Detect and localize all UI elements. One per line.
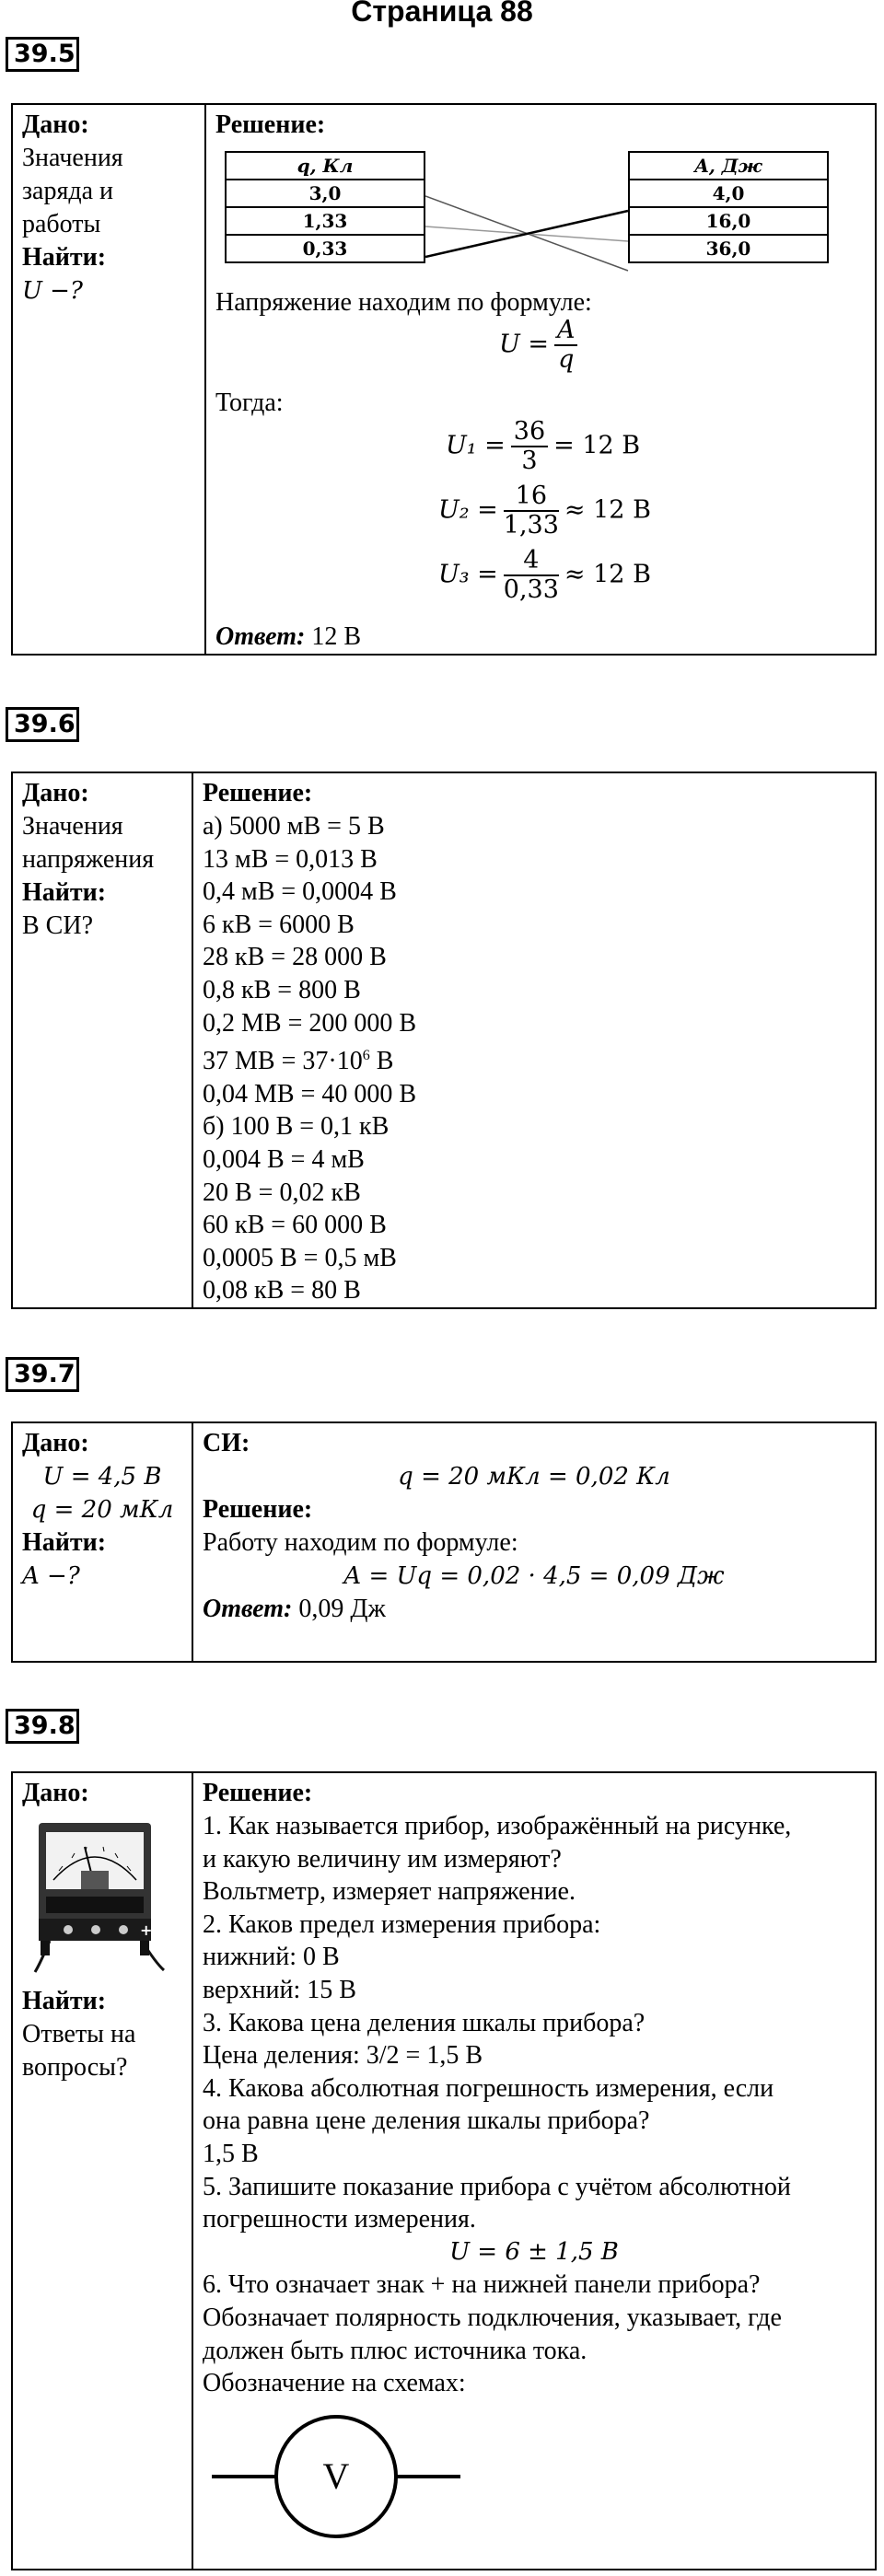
task-number-39-8: 39.8 (6, 1709, 79, 1744)
given-label: Дано: (22, 110, 89, 139)
solution-column (193, 773, 875, 1307)
equation-u3 (438, 547, 651, 604)
task-number-39-5: 39.5 (6, 37, 79, 72)
question-1-cont: и какую величину им измеряют? (203, 1844, 562, 1874)
conversion-line: 0,08 кВ = 80 В (203, 1276, 361, 1305)
find-label: Найти: (22, 878, 107, 907)
conversion-line: 0,04 МВ = 40 000 В (203, 1079, 417, 1108)
find-label: Найти: (22, 1528, 107, 1557)
matching-lines (425, 151, 630, 280)
conversion-line: 28 кВ = 28 000 В (203, 943, 387, 972)
question-6: 6. Что означает знак + на нижней панели прибора? (203, 2270, 761, 2300)
given-label: Дано: (22, 1779, 89, 1807)
task-39-8-table (11, 1771, 877, 2570)
si-label: СИ: (203, 1429, 250, 1457)
answer-4: 1,5 В (203, 2139, 259, 2168)
work-cell: 36,0 (629, 235, 828, 262)
equation-u2 (438, 482, 651, 540)
given-voltage: U = 4,5 В (42, 1463, 162, 1491)
conversion-line: 13 мВ = 0,013 В (203, 844, 378, 874)
task-39-7-table (11, 1421, 877, 1663)
question-5-cont: погрешности измерения. (203, 2205, 476, 2234)
u1-denominator: 3 (521, 447, 538, 475)
find-value: A −? (22, 1562, 80, 1590)
question-5: 5. Запишите показание прибора с учётом абсолютной (203, 2172, 791, 2201)
given-line: напряжения (22, 845, 155, 874)
task-number-39-7: 39.7 (6, 1357, 79, 1392)
u3-rhs: ≈ 12 В (564, 560, 651, 589)
formula-voltage (499, 317, 583, 374)
given-column (13, 1773, 193, 2569)
exponent: 6 (362, 1048, 370, 1064)
given-line: Значения (22, 144, 123, 172)
u2-denominator: 1,33 (503, 511, 559, 540)
conversion-line: 20 В = 0,02 кВ (203, 1178, 361, 1207)
formula-intro: Работу находим по формуле: (203, 1528, 518, 1557)
plus-sign: + (140, 1921, 153, 1939)
conversion-line: 6 кВ = 6000 В (203, 910, 355, 939)
answer-6-line1: Обозначает полярность подключения, указывает, где (203, 2303, 782, 2332)
u1-lhs: U₁ = (446, 431, 506, 460)
conversion-line: 0,2 МВ = 200 000 В (203, 1008, 417, 1038)
answer-2-upper: верхний: 15 В (203, 1975, 356, 2004)
u1-numerator: 36 (511, 418, 548, 447)
charge-table (225, 151, 425, 263)
answer-label: Ответ: (203, 1595, 293, 1623)
conversion-line: 60 кВ = 60 000 В (203, 1211, 387, 1240)
given-label: Дано: (22, 779, 89, 807)
solution-column (193, 1423, 875, 1661)
work-cell: 4,0 (629, 180, 828, 207)
given-line: Значения (22, 812, 123, 841)
conversion-line: 0,004 В = 4 мВ (203, 1144, 365, 1174)
page-title: Страница 88 (351, 0, 533, 28)
given-label: Дано: (22, 1429, 89, 1457)
answer-1: Вольтметр, измеряет напряжение. (203, 1877, 576, 1907)
work-cell: 16,0 (629, 207, 828, 235)
answer-line (215, 621, 361, 654)
formula-denominator: q (558, 345, 575, 374)
given-column (13, 773, 193, 1307)
formula-intro: Напряжение находим по формуле: (215, 288, 592, 317)
work-table (628, 151, 829, 263)
find-value: U −? (22, 277, 83, 305)
task-number-39-6: 39.6 (6, 707, 79, 742)
equation-u1 (446, 418, 640, 475)
given-line: работы (22, 210, 101, 238)
task-39-6-table (11, 772, 877, 1309)
formula-numerator: A (554, 317, 578, 346)
u2-lhs: U₂ = (438, 495, 498, 525)
given-column (13, 1423, 193, 1661)
charge-cell: 1,33 (226, 207, 425, 235)
find-line: Ответы на (22, 2020, 136, 2048)
answer-value: 0,09 Дж (298, 1595, 386, 1623)
conversion-line: 0,8 кВ = 800 В (203, 975, 361, 1004)
question-1: 1. Как называется прибор, изображённый на рисунке, (203, 1812, 792, 1840)
work-header: A, Дж (629, 152, 828, 180)
conversion-unit: В (369, 1047, 394, 1076)
answer-label: Ответ: (215, 622, 306, 651)
question-2: 2. Каков предел измерения прибора: (203, 1909, 601, 1939)
solution-label: Решение: (203, 779, 313, 807)
charge-cell: 0,33 (226, 235, 425, 262)
conversion-line: б) 100 В = 0,1 кВ (203, 1112, 390, 1142)
answer-6-line2: должен быть плюс источника тока. (203, 2336, 587, 2365)
find-label: Найти: (22, 243, 107, 272)
charge-cell: 3,0 (226, 180, 425, 207)
u3-denominator: 0,33 (503, 575, 559, 604)
u1-rhs: = 12 В (553, 431, 641, 460)
solution-label: Решение: (215, 110, 326, 139)
voltmeter-image (31, 1816, 169, 1981)
u3-lhs: U₃ = (438, 560, 498, 589)
solution-label: Решение: (203, 1495, 313, 1524)
find-value: В СИ? (22, 911, 93, 940)
voltmeter-symbol (212, 2408, 488, 2546)
u2-rhs: ≈ 12 В (564, 495, 651, 525)
answer-3: Цена деления: 3/2 = 1,5 В (203, 2041, 483, 2071)
u3-numerator: 4 (504, 547, 559, 576)
question-4: 4. Какова абсолютная погрешность измерения, если (203, 2073, 774, 2103)
find-label: Найти: (22, 1987, 107, 2015)
find-line: вопросы? (22, 2053, 128, 2082)
given-line: заряда и (22, 177, 114, 205)
conversion-line: а) 5000 мВ = 5 В (203, 812, 385, 841)
given-charge: q = 20 мКл (30, 1496, 174, 1524)
conversion-line (203, 1039, 866, 1078)
conversion-line: 0,0005 В = 0,5 мВ (203, 1243, 397, 1272)
charge-header: q, Кл (226, 152, 425, 180)
question-4-cont: она равна цене деления шкалы прибора? (203, 2106, 650, 2136)
answer-value: 12 В (311, 622, 362, 651)
solution-label: Решение: (203, 1779, 313, 1807)
solution-column (193, 1773, 875, 2569)
then-label: Тогда: (215, 389, 284, 417)
u2-numerator: 16 (504, 482, 559, 512)
conversion-line: 0,4 мВ = 0,0004 В (203, 877, 397, 907)
answer-2-lower: нижний: 0 В (203, 1943, 340, 1972)
work-formula: A = Uq = 0,02 · 4,5 = 0,09 Дж (343, 1562, 725, 1590)
answer-line (203, 1593, 866, 1626)
task-39-5-table (11, 103, 877, 656)
answer-5: U = 6 ± 1,5 В (449, 2237, 619, 2266)
question-3: 3. Какова цена деления шкалы прибора? (203, 2008, 646, 2037)
formula-lhs: U = (499, 330, 549, 359)
answer-6-line3: Обозначение на схемах: (203, 2369, 466, 2398)
si-value: q = 20 мКл = 0,02 Кл (398, 1463, 670, 1491)
symbol-letter: V (322, 2454, 350, 2497)
conversion-base: 37 МВ = 37·10 (203, 1047, 363, 1076)
given-column (13, 105, 206, 654)
